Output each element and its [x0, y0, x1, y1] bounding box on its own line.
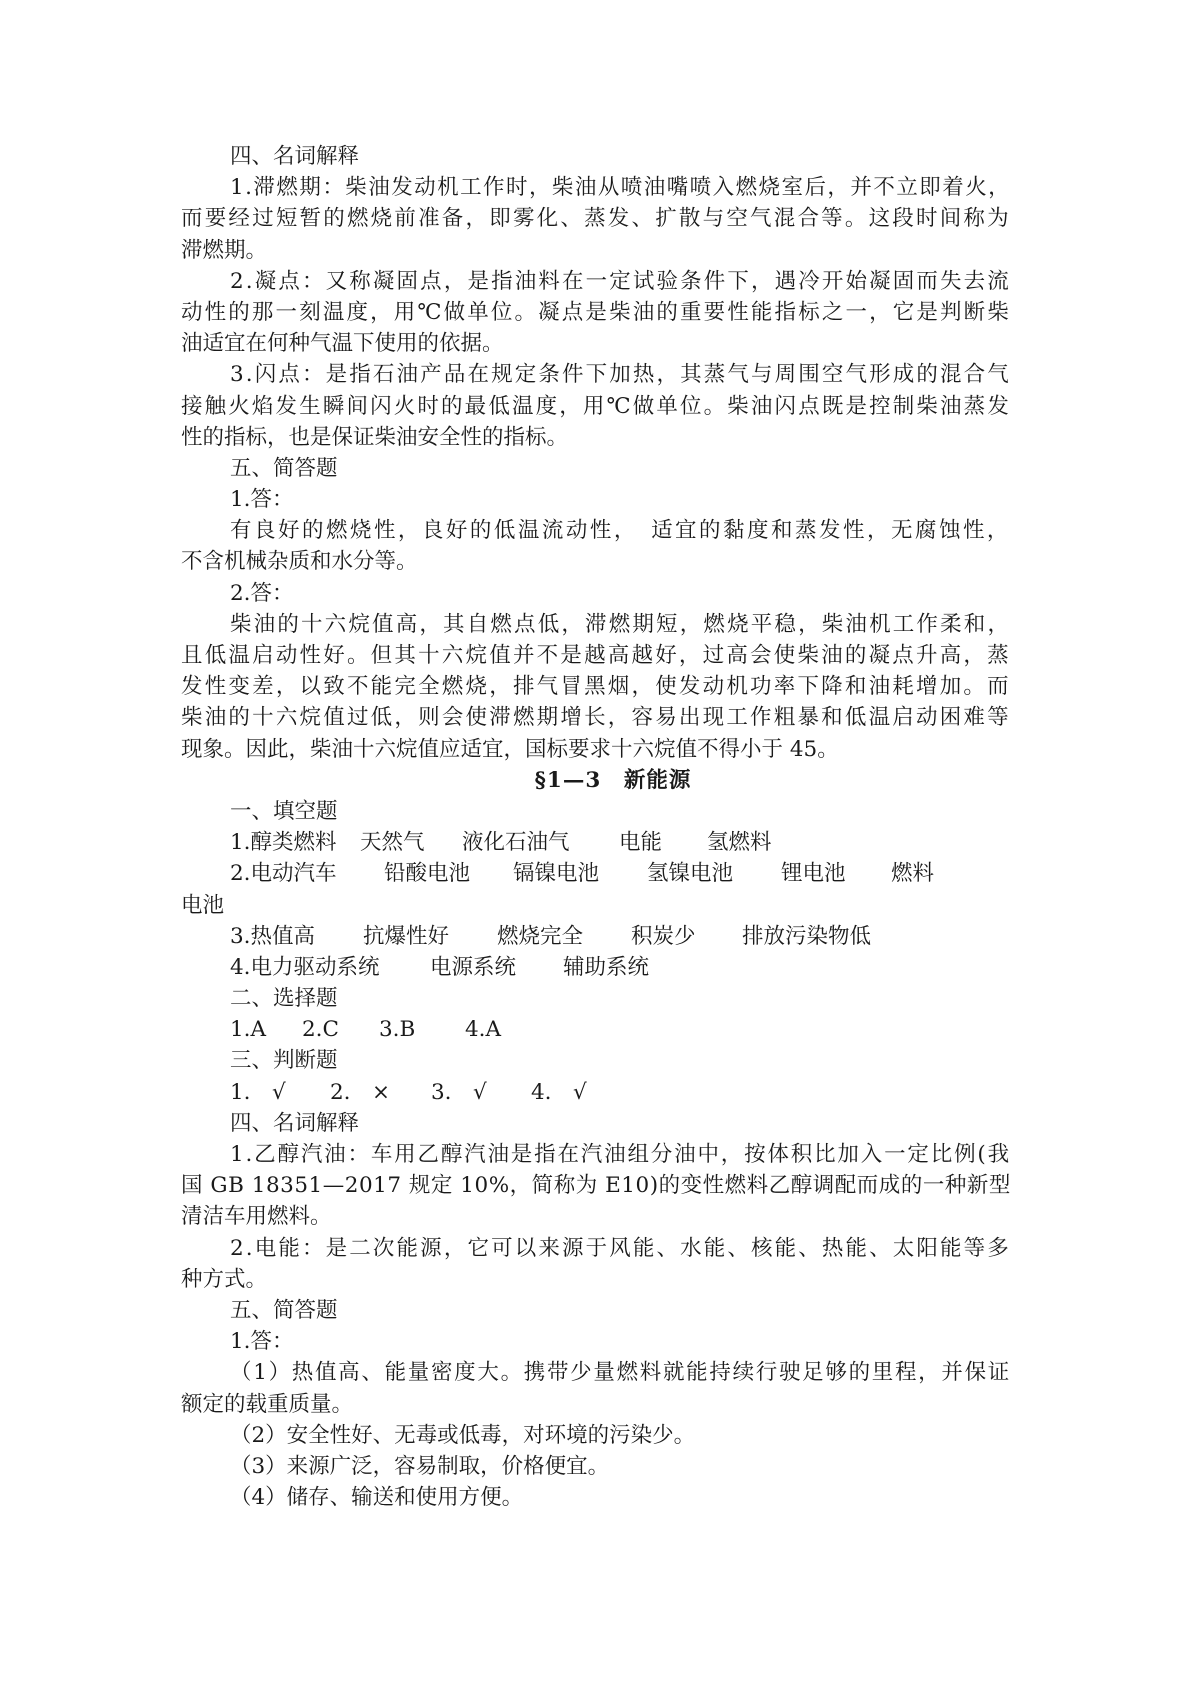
paragraph-line: 国 GB 18351—2017 规定 10%，简称为 E10)的变性燃料乙醇调配而成的一种新型 — [181, 1173, 1011, 1199]
answer-item: 1. √ — [230, 1079, 286, 1105]
answer-label: 1.答： — [230, 487, 294, 513]
answer-item: 辅助系统 — [563, 954, 650, 980]
answer-item: 1.A — [230, 1017, 267, 1043]
answer-item: 液化石油气 — [462, 830, 570, 856]
paragraph-line: 额定的载重质量。 — [181, 1391, 354, 1417]
paragraph-line: 清洁车用燃料。 — [181, 1204, 332, 1230]
paragraph-line: 发性变差，以致不能完全燃烧，排气冒黑烟，使发动机功率下降和油耗增加。而 — [181, 674, 1011, 700]
paragraph-line: 3.闪点：是指石油产品在规定条件下加热，其蒸气与周围空气形成的混合气 — [230, 362, 1011, 388]
paragraph-line: 柴油的十六烷值高，其自燃点低，滞燃期短，燃烧平稳，柴油机工作柔和， — [230, 611, 1012, 637]
answer-label: 2.答： — [230, 580, 294, 606]
document-page — [181, 141, 1011, 1513]
fill-answer-row: 电池 — [181, 892, 225, 918]
answer-item: 2. × — [330, 1079, 391, 1105]
heading-terms: 四、名词解释 — [230, 144, 360, 169]
paragraph-line: 有良好的燃烧性，良好的低温流动性， 适宜的黏度和蒸发性，无腐蚀性， — [230, 518, 1011, 544]
paragraph-line: （2）安全性好、无毒或低毒，对环境的污染少。 — [230, 1422, 696, 1448]
answer-item: 2.电动汽车 — [230, 861, 337, 887]
answer-item: 3. √ — [431, 1079, 487, 1105]
answer-item: 4.电力驱动系统 — [230, 954, 380, 980]
paragraph-line: 1.乙醇汽油：车用乙醇汽油是指在汽油组分油中，按体积比加入一定比例(我 — [230, 1142, 1011, 1167]
answer-item: 3.B — [379, 1017, 416, 1043]
answer-item: 氢燃料 — [707, 830, 772, 856]
answer-item: 抗爆性好 — [363, 923, 450, 949]
answer-item: 4. √ — [531, 1079, 587, 1105]
paragraph-line: 滞燃期。 — [181, 237, 268, 263]
paragraph-line: （3）来源广泛，容易制取，价格便宜。 — [230, 1453, 610, 1479]
paragraph-line: 2.凝点：又称凝固点，是指油料在一定试验条件下，遇冷开始凝固而失去流 — [230, 268, 1011, 294]
answer-item: 氢镍电池 — [647, 861, 734, 887]
answer-item: 1.醇类燃料 — [230, 830, 337, 856]
paragraph-line: 动性的那一刻温度，用℃做单位。凝点是柴油的重要性能指标之一，它是判断柴 — [181, 299, 1011, 325]
answer-item: 积炭少 — [631, 923, 696, 949]
paragraph-line: 柴油的十六烷值过低，则会使滞燃期增长，容易出现工作粗暴和低温启动困难等 — [181, 705, 1011, 731]
choice-answer-row — [181, 1014, 1011, 1045]
paragraph-line: 性的指标，也是保证柴油安全性的指标。 — [181, 424, 569, 450]
answer-label: 1.答： — [230, 1329, 294, 1355]
answer-item: 2.C — [302, 1017, 339, 1043]
fill-answer-row — [181, 921, 1011, 952]
paragraph-line: 且低温启动性好。但其十六烷值并不是越高越好，过高会使柴油的凝点升高，蒸 — [181, 643, 1011, 668]
answer-item: 天然气 — [360, 830, 425, 856]
heading-short-answer: 五、简答题 — [230, 455, 338, 481]
heading-choice: 二、选择题 — [230, 986, 338, 1012]
answer-item: 排放污染物低 — [742, 923, 872, 949]
answer-item: 电源系统 — [430, 954, 517, 980]
answer-item: 4.A — [465, 1017, 502, 1043]
heading-short-answer: 五、简答题 — [230, 1297, 338, 1323]
paragraph-line: 油适宜在何种气温下使用的依据。 — [181, 331, 504, 357]
answer-item: 电能 — [619, 830, 663, 856]
paragraph-line: （1）热值高、能量密度大。携带少量燃料就能持续行驶足够的里程，并保证 — [230, 1360, 1011, 1386]
paragraph-line: 种方式。 — [181, 1266, 268, 1292]
fill-answer-row — [181, 952, 1011, 983]
heading-fill-blank: 一、填空题 — [230, 798, 338, 824]
answer-item: 锂电池 — [781, 861, 846, 887]
paragraph-line: 1.滞燃期：柴油发动机工作时，柴油从喷油嘴喷入燃烧室后，并不立即着火， — [230, 175, 1012, 201]
fill-answer-row — [181, 858, 1011, 889]
paragraph-line: 2.电能：是二次能源，它可以来源于风能、水能、核能、热能、太阳能等多 — [230, 1235, 1011, 1261]
section-title: §1—3 新能源 — [534, 767, 692, 793]
answer-item: 铅酸电池 — [384, 861, 471, 887]
paragraph-line: （4）储存、输送和使用方便。 — [230, 1485, 524, 1511]
answer-item: 燃料 — [891, 861, 935, 887]
paragraph-line: 而要经过短暂的燃烧前准备，即雾化、蒸发、扩散与空气混合等。这段时间称为 — [181, 206, 1011, 232]
judgement-answer-row — [181, 1077, 1011, 1108]
answer-item: 3.热值高 — [230, 923, 316, 949]
fill-answer-row — [181, 827, 1011, 858]
answer-item: 燃烧完全 — [497, 923, 584, 949]
paragraph-line: 接触火焰发生瞬间闪火时的最低温度，用℃做单位。柴油闪点既是控制柴油蒸发 — [181, 393, 1011, 419]
heading-terms: 四、名词解释 — [230, 1110, 360, 1136]
paragraph-line: 现象。因此，柴油十六烷值应适宜，国标要求十六烷值不得小于 45。 — [181, 736, 839, 762]
heading-judgement: 三、判断题 — [230, 1048, 338, 1074]
answer-item: 镉镍电池 — [513, 861, 600, 887]
paragraph-line: 不含机械杂质和水分等。 — [181, 549, 418, 575]
